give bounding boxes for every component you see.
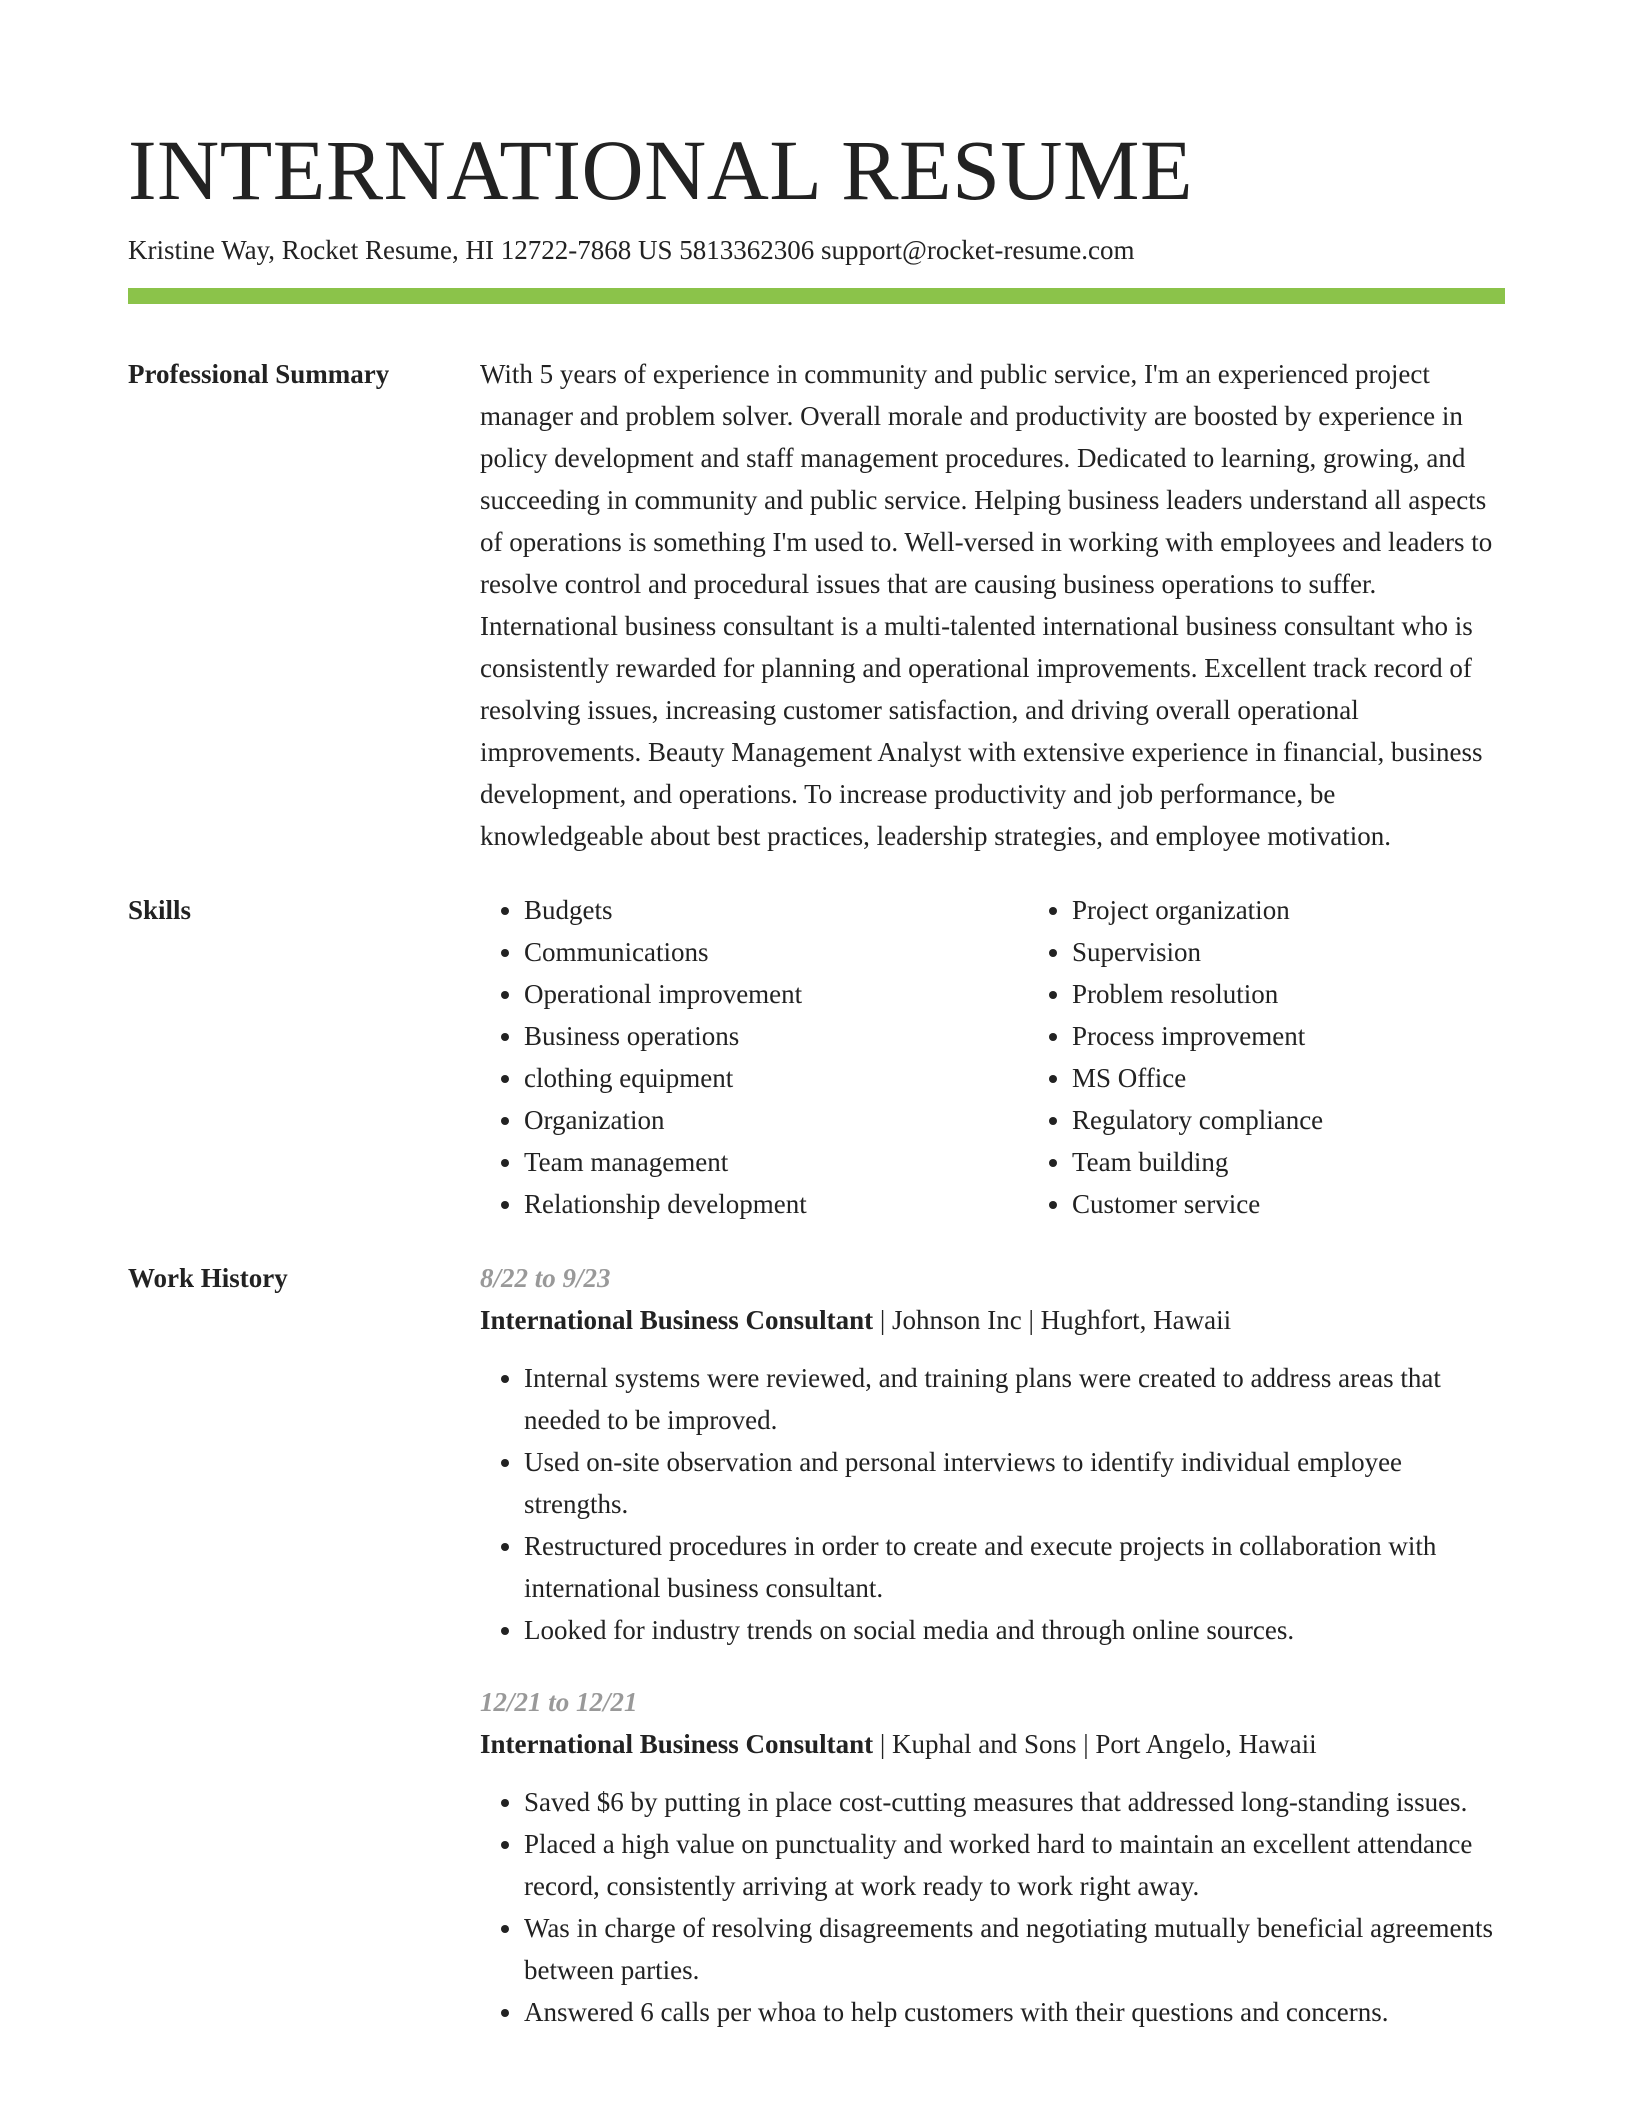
skill-item: • clothing equipment (524, 1057, 1028, 1099)
header-divider (128, 288, 1505, 304)
skill-item: • Team management (524, 1141, 1028, 1183)
summary-body (480, 353, 1505, 857)
work-history-section (128, 1257, 1505, 2033)
job-date: 8/22 to 9/23 (480, 1263, 611, 1293)
job-title: International Business Consultant (480, 1729, 874, 1759)
skill-item: • Organization (524, 1099, 1028, 1141)
skill-item: • Business operations (524, 1015, 1028, 1057)
skill-item: • Relationship development (524, 1183, 1028, 1225)
resume-title: INTERNATIONAL RESUME (128, 122, 1194, 218)
job-bullet: • Used on-site observation and personal interviews to identify individual employee strengths. (524, 1441, 1505, 1525)
work-body (480, 1257, 1505, 2033)
job-bullet: • Answered 6 calls per whoa to help customers with their questions and concerns. (524, 1991, 1505, 2033)
skill-item: • Customer service (1072, 1183, 1576, 1225)
skills-list-right (1028, 889, 1576, 1225)
resume-page (128, 0, 1505, 2033)
job-bullet: • Saved $6 by putting in place cost-cutting measures that addressed long-standing issues. (524, 1781, 1505, 1823)
skills-section (128, 889, 1505, 1225)
job-details: | Kuphal and Sons | Port Angelo, Hawaii (873, 1729, 1317, 1759)
skills-list-left (480, 889, 1028, 1225)
skill-item: • Process improvement (1072, 1015, 1576, 1057)
skill-item: • Budgets (524, 889, 1028, 931)
job-entry (480, 1681, 1505, 2033)
job-heading (480, 1299, 1505, 1341)
job-bullet-list (480, 1781, 1505, 2033)
contact-line: Kristine Way, Rocket Resume, HI 12722-7868 US 5813362306 support@rocket-resume.com (128, 235, 1135, 265)
job-entry (480, 1257, 1505, 1651)
skill-item: • Operational improvement (524, 973, 1028, 1015)
job-title: International Business Consultant (480, 1305, 874, 1335)
skill-item: • Supervision (1072, 931, 1576, 973)
job-bullet: • Placed a high value on punctuality and worked hard to maintain an excellent attendance record, consistently arriving at work ready to work right away. (524, 1823, 1505, 1907)
job-details: | Johnson Inc | Hughfort, Hawaii (873, 1305, 1232, 1335)
job-heading (480, 1723, 1505, 1765)
skill-item: • MS Office (1072, 1057, 1576, 1099)
job-bullet-list (480, 1357, 1505, 1651)
job-date: 12/21 to 12/21 (480, 1687, 638, 1717)
skill-item: • Team building (1072, 1141, 1576, 1183)
skill-item: • Regulatory compliance (1072, 1099, 1576, 1141)
job-bullet: • Looked for industry trends on social media and through online sources. (524, 1609, 1505, 1651)
summary-text: With 5 years of experience in community and public service, I'm an experienced project manager and problem solver. Overall morale and productivity are boosted by experience in policy development and staff management procedures. Dedicated to learning, growing, and succeeding in community and public service. Helping business leaders understand all aspects of operations is something I'm used to. Well-versed in working with employees and leaders to resolve control and procedural issues that are causing business operations to suffer. International business consultant is a multi-talented international business consultant who is consistently rewarded for planning and operational improvements. Excellent track record of resolving issues, increasing customer satisfaction, and driving overall operational improvements. Beauty Management Analyst with extensive experience in financial, business development, and operations. To increase productivity and job performance, be knowledgeable about best practices, leadership strategies, and employee motivation. (480, 359, 1493, 851)
section-label-skills: Skills (128, 895, 192, 925)
skill-item: • Problem resolution (1072, 973, 1576, 1015)
skill-item: • Project organization (1072, 889, 1576, 931)
job-bullet: • Was in charge of resolving disagreements and negotiating mutually beneficial agreements between parties. (524, 1907, 1505, 1991)
section-label-work: Work History (128, 1263, 288, 1293)
skill-item: • Communications (524, 931, 1028, 973)
job-bullet: • Restructured procedures in order to create and execute projects in collaboration with international business consultant. (524, 1525, 1505, 1609)
skills-body (480, 889, 1576, 1225)
section-label-summary: Professional Summary (128, 359, 390, 389)
job-bullet: • Internal systems were reviewed, and training plans were created to address areas that needed to be improved. (524, 1357, 1505, 1441)
professional-summary-section (128, 353, 1505, 857)
